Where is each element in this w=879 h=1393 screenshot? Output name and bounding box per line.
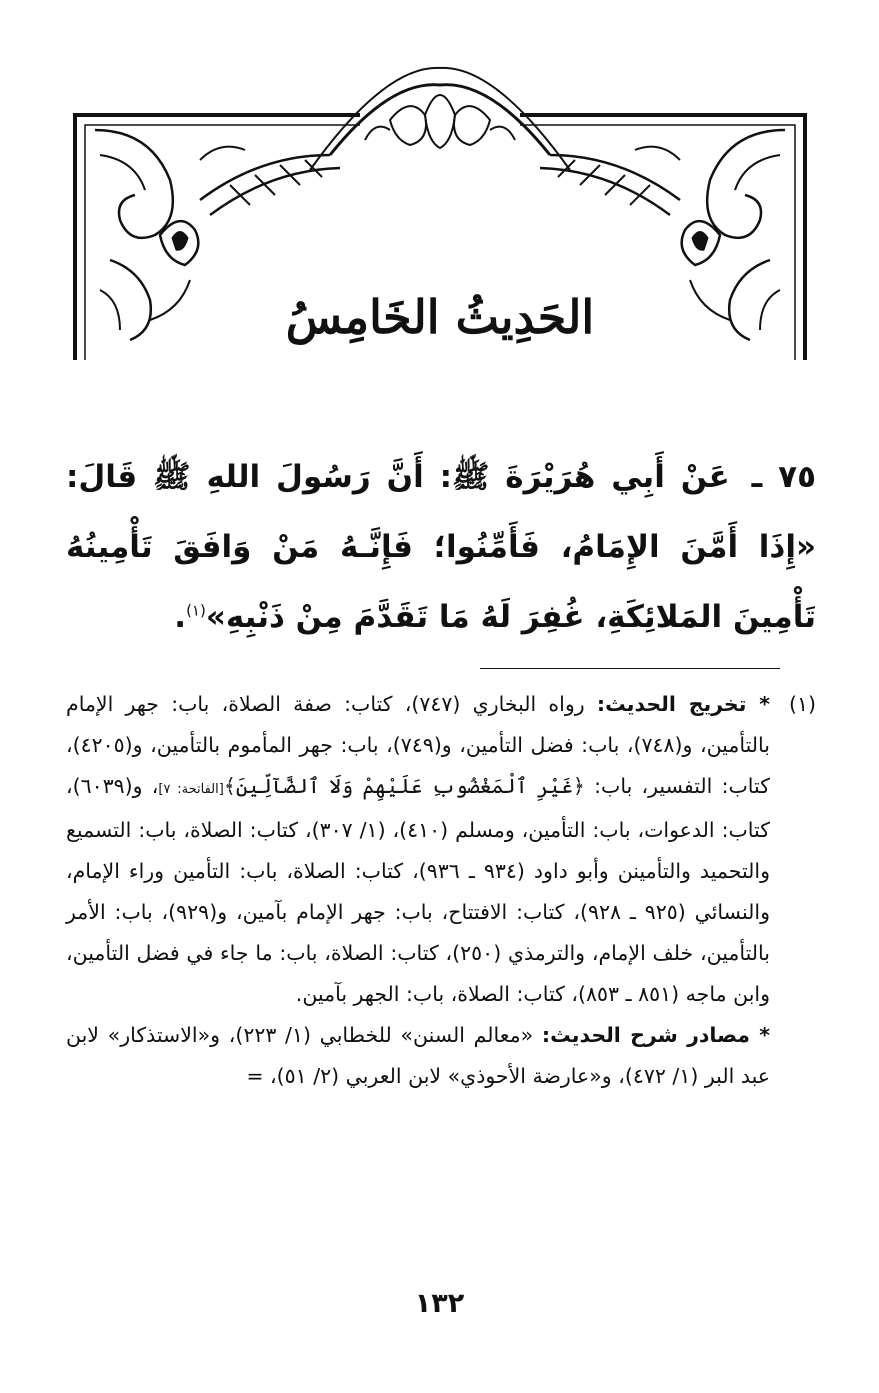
hadith-number: ٧٥ ـ	[751, 459, 816, 495]
page-number: ١٣٢	[414, 1288, 465, 1319]
quran-verse: ﴿غَيْرِ ٱلْمَغْضُوبِ عَلَيْهِمْ وَلَا ٱلضَّآلِّينَ﴾	[223, 774, 585, 798]
hadith-body: عَنْ أَبِي هُرَيْرَةَ ﷺ: أَنَّ رَسُولَ اللهِ ﷺ قَالَ: «إِذَا أَمَّنَ الإِمَامُ، فَأَمِّنُوا؛ فَإِنَّـهُ مَنْ وَافَقَ تَأْمِينُهُ تَأْمِينَ المَلائِكَةِ، غُفِرَ لَهُ مَا تَقَدَّمَ مِنْ ذَنْبِهِ»	[66, 459, 816, 635]
quran-reference: [الفاتحة: ٧]	[158, 782, 224, 797]
footnote-reference[interactable]: (١)	[186, 601, 206, 620]
takhrij-label: * تخريج الحديث:	[596, 692, 770, 716]
hadith-end: .	[174, 599, 187, 635]
hadith-text-block	[66, 442, 816, 652]
sources-label: * مصادر شرح الحديث:	[541, 1023, 770, 1047]
sources-paragraph	[66, 1015, 816, 1097]
chapter-title: الحَدِيثُ الخَامِسُ	[285, 290, 595, 344]
takhrij-text-2: ، و(٦٠٣٩)، كتاب: الدعوات، باب: التأمين، ومسلم (٤١٠)، (١/ ٣٠٧)، كتاب: الصلاة، باب: التسميع والتحميد والتأمينن وأبو داود (٩٣٤ ـ ٩٣٦)، كتاب: الصلاة، باب: التأمين وراء الإمام، والنسائي (٩٢٥ ـ ٩٢٨)، كتاب: الافتتاح، باب: جهر الإمام بآمين، و(٩٢٩)، باب: الأمر بالتأمين، خلف الإمام، والترمذي (٢٥٠)، كتاب: الصلاة، باب: ما جاء في فضل التأمين، وابن ماجه (٨٥١ ـ ٨٥٣)، كتاب: الصلاة، باب: الجهر بآمين.	[66, 774, 770, 1006]
footnote-marker: (١)	[788, 692, 816, 716]
footnote-1	[66, 684, 816, 1015]
takhrij-paragraph	[66, 684, 770, 1015]
footnote-separator	[480, 668, 780, 669]
sources-text: «معالم السنن» للخطابي (١/ ٢٢٣)، و«الاستذكار» لابن عبد البر (١/ ٤٧٢)، و«عارضة الأحوذي» لابن العربي (٢/ ٥١)، =	[66, 1023, 770, 1088]
takhrij-text-1: رواه البخاري (٧٤٧)، كتاب: صفة الصلاة، باب: جهر الإمام بالتأمين، و(٧٤٨)، باب: فضل التأمين، و(٧٤٩)، باب: جهر المأموم بالتأمين، و(٤٢٠٥)، كتاب: التفسير، باب:	[66, 692, 770, 798]
footnotes-section	[66, 684, 816, 1097]
